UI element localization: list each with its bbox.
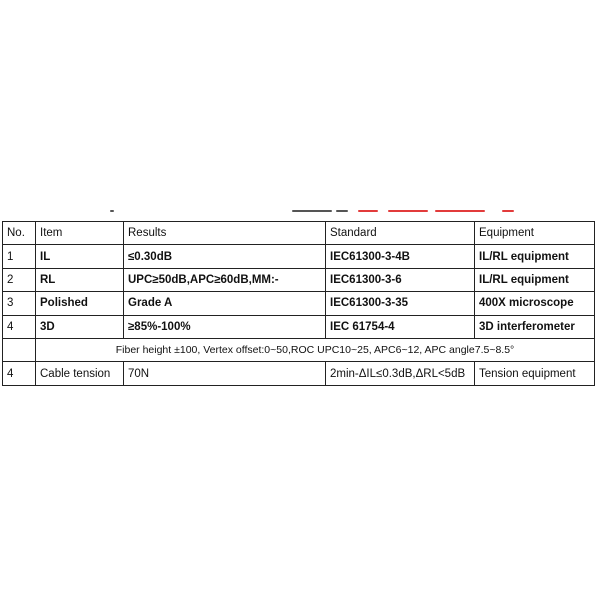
fiber-geometry-note: Fiber height ±100, Vertex offset:0~50,ROC UPC10~25, APC6~12, APC angle7.5~8.5° — [36, 338, 595, 361]
row-item: Polished — [36, 292, 124, 315]
table-row — [3, 268, 595, 291]
row-no: 4 — [3, 362, 36, 385]
row-standard: IEC61300-3-4B — [326, 245, 475, 268]
row-equipment: Tension equipment — [475, 362, 595, 385]
test-spec-table — [2, 221, 595, 386]
note-blank-cell — [3, 338, 36, 361]
row-standard: 2min-ΔIL≤0.3dB,ΔRL<5dB — [326, 362, 475, 385]
row-equipment: IL/RL equipment — [475, 245, 595, 268]
header-item: Item — [36, 222, 124, 245]
header-results: Results — [124, 222, 326, 245]
row-results: 70N — [124, 362, 326, 385]
row-item: Cable tension — [36, 362, 124, 385]
row-item: RL — [36, 268, 124, 291]
row-standard: IEC61300-3-35 — [326, 292, 475, 315]
row-no: 1 — [3, 245, 36, 268]
table-row — [3, 245, 595, 268]
header-no: No. — [3, 222, 36, 245]
table-row — [3, 315, 595, 338]
row-results: UPC≥50dB,APC≥60dB,MM:- — [124, 268, 326, 291]
row-standard: IEC61300-3-6 — [326, 268, 475, 291]
row-item: IL — [36, 245, 124, 268]
header-standard: Standard — [326, 222, 475, 245]
row-no: 2 — [3, 268, 36, 291]
table-header-row — [3, 222, 595, 245]
row-equipment: 400X microscope — [475, 292, 595, 315]
table-row — [3, 292, 595, 315]
row-no: 3 — [3, 292, 36, 315]
row-item: 3D — [36, 315, 124, 338]
row-equipment: IL/RL equipment — [475, 268, 595, 291]
row-equipment: 3D interferometer — [475, 315, 595, 338]
table-row — [3, 362, 595, 385]
header-equipment: Equipment — [475, 222, 595, 245]
row-no: 4 — [3, 315, 36, 338]
note-row — [3, 338, 595, 361]
cropped-text-line — [110, 208, 530, 216]
row-standard: IEC 61754-4 — [326, 315, 475, 338]
row-results: ≤0.30dB — [124, 245, 326, 268]
row-results: Grade A — [124, 292, 326, 315]
row-results: ≥85%-100% — [124, 315, 326, 338]
